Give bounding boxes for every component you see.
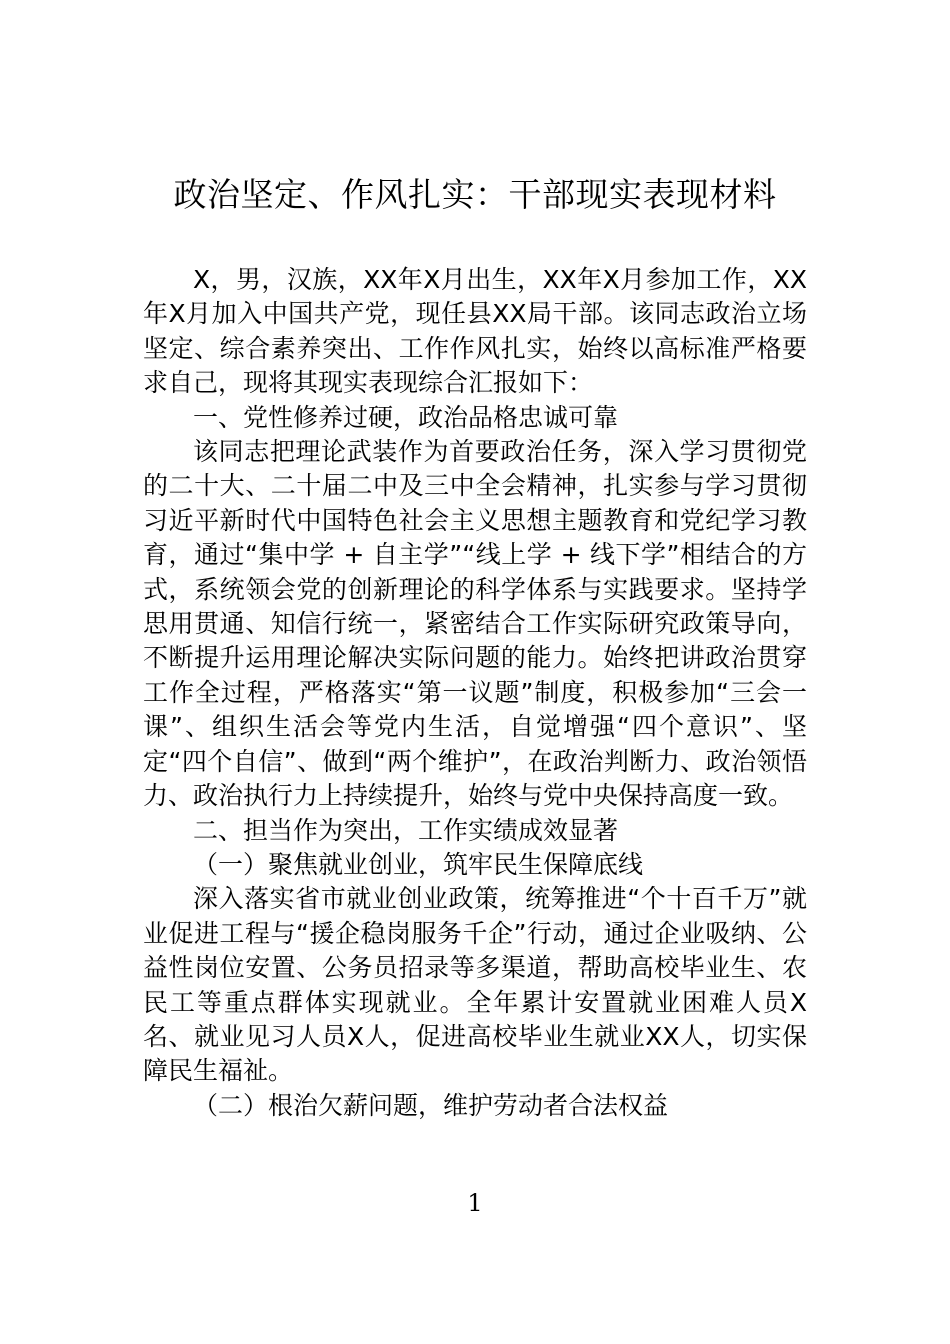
subsection-1-heading: （一）聚焦就业创业，筑牢民生保障底线 <box>193 849 644 879</box>
intro-paragraph: X，男，汉族，XX年X月出生，XX年X月参加工作，XX年X月加入中国共产党，现任县XX局干部。该同志政治立场坚定、综合素养突出、工作作风扎实，始终以高标准严格要求自己，现将其现实表现综合汇报如下： <box>143 265 807 398</box>
subsection-1-paragraph: 深入落实省市就业创业政策，统筹推进“个十百千万”就业促进工程与“援企稳岗服务千企”行动，通过企业吸纳、公益性岗位安置、公务员招录等多渠道，帮助高校毕业生、农民工等重点群体实现就业。全年累计安置就业困难人员X名、就业见习人员X人，促进高校毕业生就业XX人，切实保障民生福祉。 <box>143 884 807 1086</box>
section-2-heading: 二、担当作为突出，工作实绩成效显著 <box>193 815 619 845</box>
page-number: 1 <box>467 1189 483 1217</box>
section-1-heading: 一、党性修养过硬，政治品格忠诚可靠 <box>193 402 619 432</box>
subsection-2-heading: （二）根治欠薪问题，维护劳动者合法权益 <box>193 1090 669 1120</box>
section-1-paragraph: 该同志把理论武装作为首要政治任务，深入学习贯彻党的二十大、二十届二中及三中全会精神，扎实参与学习贯彻习近平新时代中国特色社会主义思想主题教育和党纪学习教育，通过“集中学 + 自主学”“线上学 + 线下学”相结合的方式，系统领会党的创新理论的科学体系与实践要求。坚持学思用贯通、知信行统一，紧密结合工作实际研究政策导向，不断提升运用理论解决实际问题的能力。始终把讲政治贯穿工作全过程，严格落实“第一议题”制度，积极参加“三会一课”、组织生活会等党内生活，自觉增强“四个意识”、坚定“四个自信”、做到“两个维护”，在政治判断力、政治领悟力、政治执行力上持续提升，始终与党中央保持高度一致。 <box>143 437 807 811</box>
document-body <box>143 263 807 1123</box>
document-title: 政治坚定、作风扎实：干部现实表现材料 <box>173 175 777 214</box>
